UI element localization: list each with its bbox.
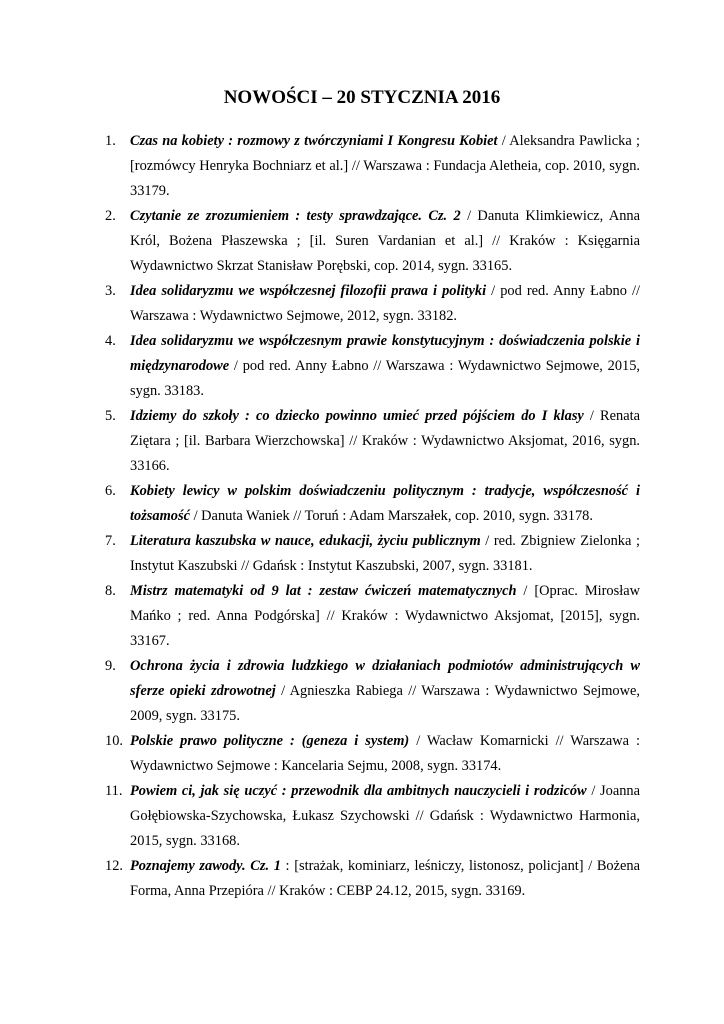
entry-number: 12.	[105, 858, 123, 874]
entry-title: Czas na kobiety : rozmowy z twórczyniami I Kongresu Kobiet	[130, 133, 498, 149]
entry-title: Idea solidaryzmu we współczesnym prawie konstytucyjnym : doświadczenia polskie i międzynarodowe	[130, 333, 640, 374]
entry-details: / Danuta Klimkiewicz, Anna Król, Bożena Płaszewska ; [il. Suren Vardanian et al.] // Kraków : Księgarnia Wydawnictwo Skrzat Stanisław Porębski, cop. 2014, sygn. 33165.	[130, 208, 640, 274]
entry-details: / red. Zbigniew Zielonka ; Instytut Kaszubski // Gdańsk : Instytut Kaszubski, 2007, sygn. 33181.	[130, 533, 640, 574]
entry-number: 6.	[105, 483, 116, 499]
entry-title: Literatura kaszubska w nauce, edukacji, życiu publicznym	[130, 533, 481, 549]
list-item	[105, 329, 640, 404]
list-item	[105, 579, 640, 654]
new-books-list	[105, 129, 640, 904]
list-item	[105, 479, 640, 529]
entry-title: Mistrz matematyki od 9 lat : zestaw ćwiczeń matematycznych	[130, 583, 517, 599]
entry-details: / Renata Ziętara ; [il. Barbara Wierzchowska] // Kraków : Wydawnictwo Aksjomat, 2016, sygn. 33166.	[130, 408, 640, 474]
entry-number: 8.	[105, 583, 116, 599]
entry-details: / Agnieszka Rabiega // Warszawa : Wydawnictwo Sejmowe, 2009, sygn. 33175.	[130, 683, 640, 724]
list-item	[105, 654, 640, 729]
entry-number: 11.	[105, 783, 123, 799]
entry-title: Poznajemy zawody. Cz. 1	[130, 858, 281, 874]
entry-title: Polskie prawo polityczne : (geneza i system)	[130, 733, 410, 749]
list-item	[105, 279, 640, 329]
entry-details: / Aleksandra Pawlicka ; [rozmówcy Henryka Bochniarz et al.] // Warszawa : Fundacja Aletheia, cop. 2010, sygn. 33179.	[130, 133, 640, 199]
entry-number: 7.	[105, 533, 116, 549]
entry-number: 4.	[105, 333, 116, 349]
entry-title: Idziemy do szkoły : co dziecko powinno umieć przed pójściem do I klasy	[130, 408, 584, 424]
entry-details: / Wacław Komarnicki // Warszawa : Wydawnictwo Sejmowe : Kancelaria Sejmu, 2008, sygn. 33174.	[130, 733, 640, 774]
entry-details: : [strażak, kominiarz, leśniczy, listonosz, policjant] / Bożena Forma, Anna Przepióra // Kraków : CEBP 24.12, 2015, sygn. 33169.	[130, 858, 640, 899]
entry-number: 9.	[105, 658, 116, 674]
list-item	[105, 129, 640, 204]
entry-number: 5.	[105, 408, 116, 424]
entry-details: / Joanna Gołębiowska-Szychowska, Łukasz Szychowski // Gdańsk : Wydawnictwo Harmonia, 2015, sygn. 33168.	[130, 783, 640, 849]
entry-title: Ochrona życia i zdrowia ludzkiego w działaniach podmiotów administrujących w sferze opieki zdrowotnej	[130, 658, 640, 699]
list-item	[105, 529, 640, 579]
entry-number: 1.	[105, 133, 116, 149]
list-item	[105, 854, 640, 904]
entry-details: / Danuta Waniek // Toruń : Adam Marszałek, cop. 2010, sygn. 33178.	[189, 508, 593, 524]
entry-title: Powiem ci, jak się uczyć : przewodnik dla ambitnych nauczycieli i rodziców	[130, 783, 587, 799]
entry-number: 2.	[105, 208, 116, 224]
list-item	[105, 204, 640, 279]
entry-details: / pod red. Anny Łabno // Warszawa : Wydawnictwo Sejmowe, 2012, sygn. 33182.	[130, 283, 640, 324]
list-item	[105, 729, 640, 779]
entry-details: / [Oprac. Mirosław Mańko ; red. Anna Podgórska] // Kraków : Wydawnictwo Aksjomat, [2015], sygn. 33167.	[130, 583, 641, 649]
entry-title: Idea solidaryzmu we współczesnej filozofii prawa i polityki	[130, 283, 487, 299]
entry-title: Czytanie ze zrozumieniem : testy sprawdzające. Cz. 2	[130, 208, 461, 224]
list-item	[105, 779, 640, 854]
list-item	[105, 404, 640, 479]
entry-number: 3.	[105, 283, 116, 299]
entry-title: Kobiety lewicy w polskim doświadczeniu politycznym : tradycje, współczesność i tożsamość	[130, 483, 640, 524]
page-title: NOWOŚCI – 20 STYCZNIA 2016	[223, 87, 501, 108]
entry-number: 10.	[105, 733, 123, 749]
entry-details: / pod red. Anny Łabno // Warszawa : Wydawnictwo Sejmowe, 2015, sygn. 33183.	[130, 358, 640, 399]
